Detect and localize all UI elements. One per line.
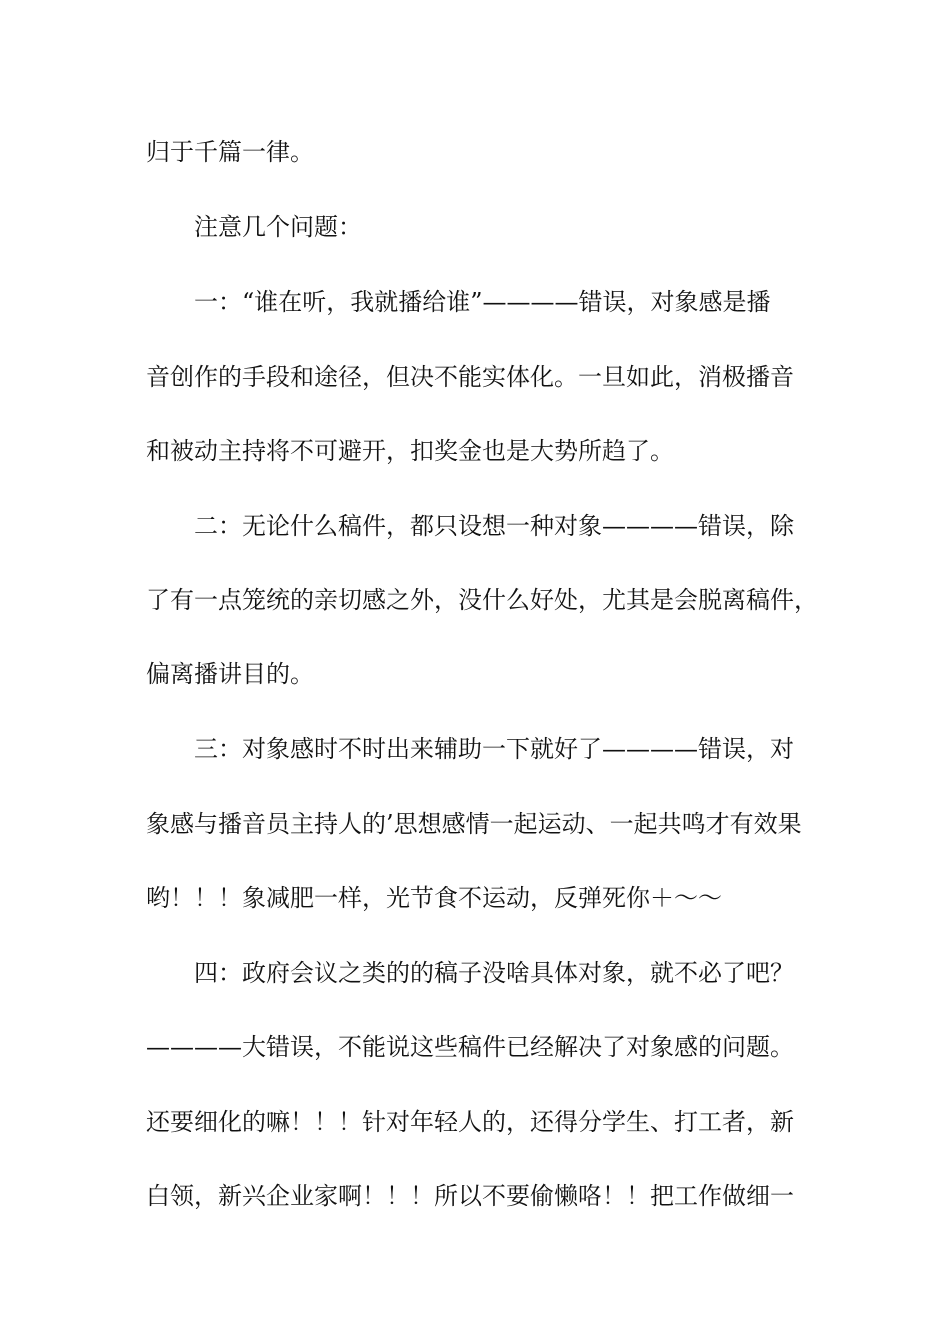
paragraph-3-line: 三：对象感时不时出来辅助一下就好了————错误，对 — [194, 735, 794, 763]
paragraph-3-line: 象感与播音员主持人的’思想感情一起运动、一起共鸣才有效果 — [146, 810, 802, 838]
paragraph-1-line: 音创作的手段和途径，但决不能实体化。一旦如此，消极播音 — [146, 363, 794, 391]
paragraph-2-line: 偏离播讲目的。 — [146, 660, 314, 688]
paragraph-2-line: 二：无论什么稿件，都只设想一种对象————错误，除 — [194, 512, 794, 540]
paragraph-2-line: 了有一点笼统的亲切感之外，没什么好处，尤其是会脱离稿件， — [146, 586, 818, 614]
paragraph-4-line: ————大错误，不能说这些稿件已经解决了对象感的问题。 — [146, 1033, 794, 1061]
paragraph-4-line: 四：政府会议之类的的稿子没啥具体对象，就不必了吧？ — [194, 959, 794, 987]
paragraph-1-line: 和被动主持将不可避开，扣奖金也是大势所趋了。 — [146, 437, 674, 465]
text-line: 归于千篇一律。 — [146, 138, 314, 166]
paragraph-4-line: 白领，新兴企业家啊！！！所以不要偷懒咯！！把工作做细一 — [146, 1182, 794, 1210]
paragraph-1-line: 一：“谁在听，我就播给谁”————错误，对象感是播 — [194, 288, 771, 316]
paragraph-4-line: 还要细化的嘛！！！针对年轻人的，还得分学生、打工者，新 — [146, 1108, 794, 1136]
paragraph-3-line: 哟！！！象减肥一样，光节食不运动，反弹死你＋～～ — [146, 884, 722, 912]
section-heading: 注意几个问题： — [194, 213, 362, 241]
